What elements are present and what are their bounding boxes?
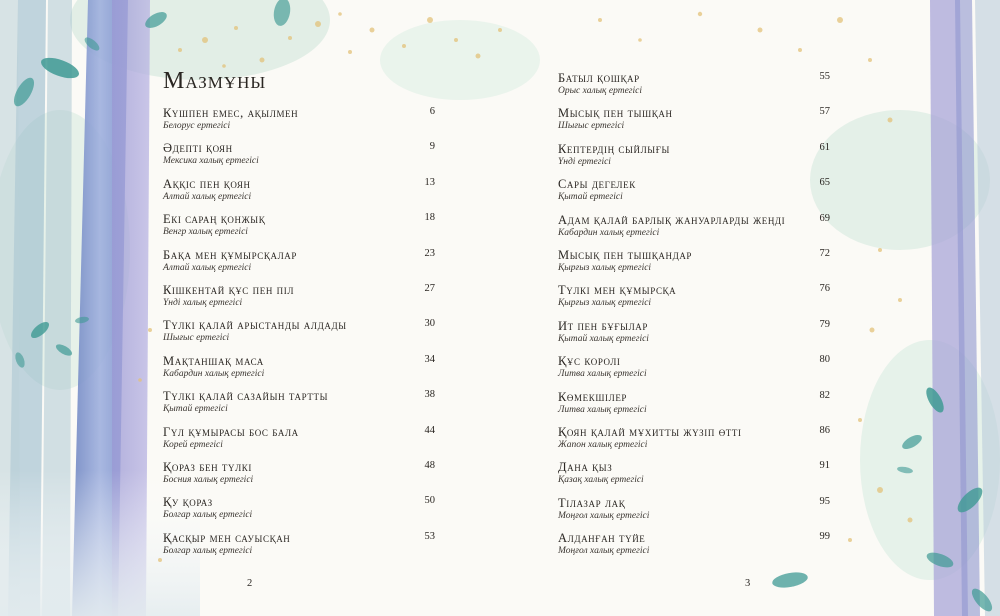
- toc-entry-title: Гүл құмырасы бос бала: [163, 424, 299, 439]
- toc-entry-title: Кішкентай құс пен піл: [163, 283, 295, 297]
- toc-entry-page: 9: [429, 141, 435, 153]
- toc-entry-page: 80: [819, 354, 830, 366]
- toc-entry-origin: Жапон халық ертегісі: [558, 440, 648, 450]
- toc-entry-page: 76: [819, 283, 830, 295]
- toc-entry-title: Әдепті қоян: [163, 141, 233, 156]
- toc-entry-page: 61: [819, 141, 830, 153]
- toc-entry-page: 69: [819, 212, 830, 224]
- toc-entry-title: Бақа мен құмырсқалар: [163, 247, 298, 262]
- toc-entry-title: Кептердің сыйлығы: [558, 141, 670, 156]
- toc-entry-origin: Үнді ертегісі: [558, 156, 611, 167]
- toc-entry-page: 91: [819, 460, 830, 472]
- toc-entry-page: 30: [424, 318, 435, 330]
- toc-entry-page: 6: [429, 106, 435, 117]
- toc-entry-page: 23: [424, 247, 435, 259]
- toc-entry-title: Мысық пен тышқан: [558, 106, 673, 121]
- toc-entry-title: Ит пен бұғылар: [558, 318, 648, 333]
- toc-entry-title: Күшпен емес, ақылмен: [163, 106, 299, 120]
- toc-entry-page: 72: [819, 248, 830, 259]
- toc-entry-page: 38: [424, 389, 435, 401]
- toc-entry-title: Батыл қошқар: [558, 71, 640, 85]
- toc-entry-title: Қу қораз: [163, 495, 213, 510]
- toc-entry-origin: Литва халық ертегісі: [558, 404, 647, 415]
- toc-entry-page: 99: [819, 531, 830, 543]
- toc-entry-title: Екі сараң қонжық: [163, 212, 266, 227]
- right-page-number: 3: [745, 578, 751, 589]
- toc-entry-title: Қораз бен түлкі: [163, 460, 252, 474]
- toc-entry-page: 44: [424, 424, 435, 436]
- toc-entry-title: Сары дегелек: [558, 177, 636, 192]
- toc-entry-origin: Қазақ халық ертегісі: [558, 475, 644, 486]
- toc-entry-title: Көмекшілер: [558, 389, 628, 404]
- toc-entry-page: 53: [424, 530, 435, 542]
- toc-entry-origin: Қытай ертегісі: [163, 404, 228, 415]
- toc-entry-origin: Болгар халық ертегісі: [163, 510, 253, 521]
- toc-entry-origin: Корей ертегісі: [163, 439, 223, 450]
- toc-entry-title: Мысық пен тышқандар: [558, 248, 693, 262]
- toc-entry-page: 50: [424, 495, 435, 507]
- left-page-number: 2: [247, 578, 253, 589]
- toc-entry-origin: Литва халық ертегісі: [558, 369, 647, 380]
- toc-entry-origin: Кабардин халық ертегісі: [163, 368, 265, 379]
- toc-entry-title: Аққіс пен қоян: [163, 176, 251, 191]
- toc-entry-origin: Алтай халық ертегісі: [163, 191, 252, 202]
- toc-entry-origin: Кабардин халық ертегісі: [558, 227, 660, 238]
- toc-entry-origin: Қырғыз халық ертегісі: [558, 263, 652, 273]
- toc-entry-title: Адам қалай барлық жануарларды жеңді: [558, 212, 786, 227]
- toc-entry-origin: Қытай халық ертегісі: [558, 333, 649, 344]
- toc-entry-origin: Белорус ертегісі: [163, 121, 231, 131]
- toc-entry-page: 48: [424, 460, 435, 471]
- toc-entry-page: 95: [819, 495, 830, 507]
- toc-entry-page: 57: [819, 106, 830, 118]
- toc-entry-title: Қоян қалай мұхитты жүзіп өтті: [558, 425, 742, 439]
- toc-entry-page: 82: [819, 389, 830, 401]
- toc-entry-title: Түлкі қалай сазайын тартты: [163, 389, 329, 404]
- toc-entry-page: 79: [819, 318, 830, 330]
- toc-entry-page: 13: [424, 176, 435, 188]
- toc-entry-origin: Қырғыз халық ертегісі: [558, 298, 652, 309]
- toc-entry-title: Алданған түйе: [558, 531, 646, 546]
- toc-entry-page: 18: [424, 212, 435, 224]
- toc-entry-origin: Шығыс ертегісі: [163, 333, 230, 344]
- toc-entry-page: 55: [819, 71, 830, 82]
- toc-entry-origin: Мексика халық ертегісі: [163, 156, 259, 167]
- toc-entry-page: 34: [424, 353, 435, 365]
- toc-entry-origin: Қытай ертегісі: [558, 192, 623, 203]
- toc-entry-title: Түлкі мен құмырсқа: [558, 283, 677, 298]
- toc-entry-origin: Орыс халық ертегісі: [558, 86, 642, 96]
- toc-entry-title: Дана қыз: [558, 460, 613, 475]
- toc-entry-origin: Алтай халық ертегісі: [163, 262, 252, 273]
- toc-entry-origin: Шығыс ертегісі: [558, 121, 625, 132]
- toc-entry-page: 65: [819, 177, 830, 189]
- toc-entry-page: 86: [819, 425, 830, 436]
- toc-entry-title: Мақтаншақ маса: [163, 353, 264, 368]
- toc-entry-origin: Моңғол халық ертегісі: [558, 510, 650, 521]
- toc-entry-origin: Моңғол халық ертегісі: [558, 546, 650, 557]
- toc-entry-origin: Болгар халық ертегісі: [163, 545, 253, 556]
- toc-entry-title: Қасқыр мен сауысқан: [163, 530, 291, 545]
- toc-entry-page: 27: [424, 283, 435, 294]
- toc-entry-origin: Үнді халық ертегісі: [163, 298, 243, 308]
- toc-entry-title: Тілазар лақ: [558, 495, 626, 510]
- toc-entry-origin: Венгр халық ертегісі: [163, 227, 248, 238]
- toc-entry-title: Түлкі қалай арыстанды алдады: [163, 318, 347, 333]
- page-title: Мазмұны: [163, 68, 267, 94]
- toc-entry-title: Құс королі: [558, 354, 621, 369]
- toc-entry-origin: Босния халық ертегісі: [163, 475, 254, 485]
